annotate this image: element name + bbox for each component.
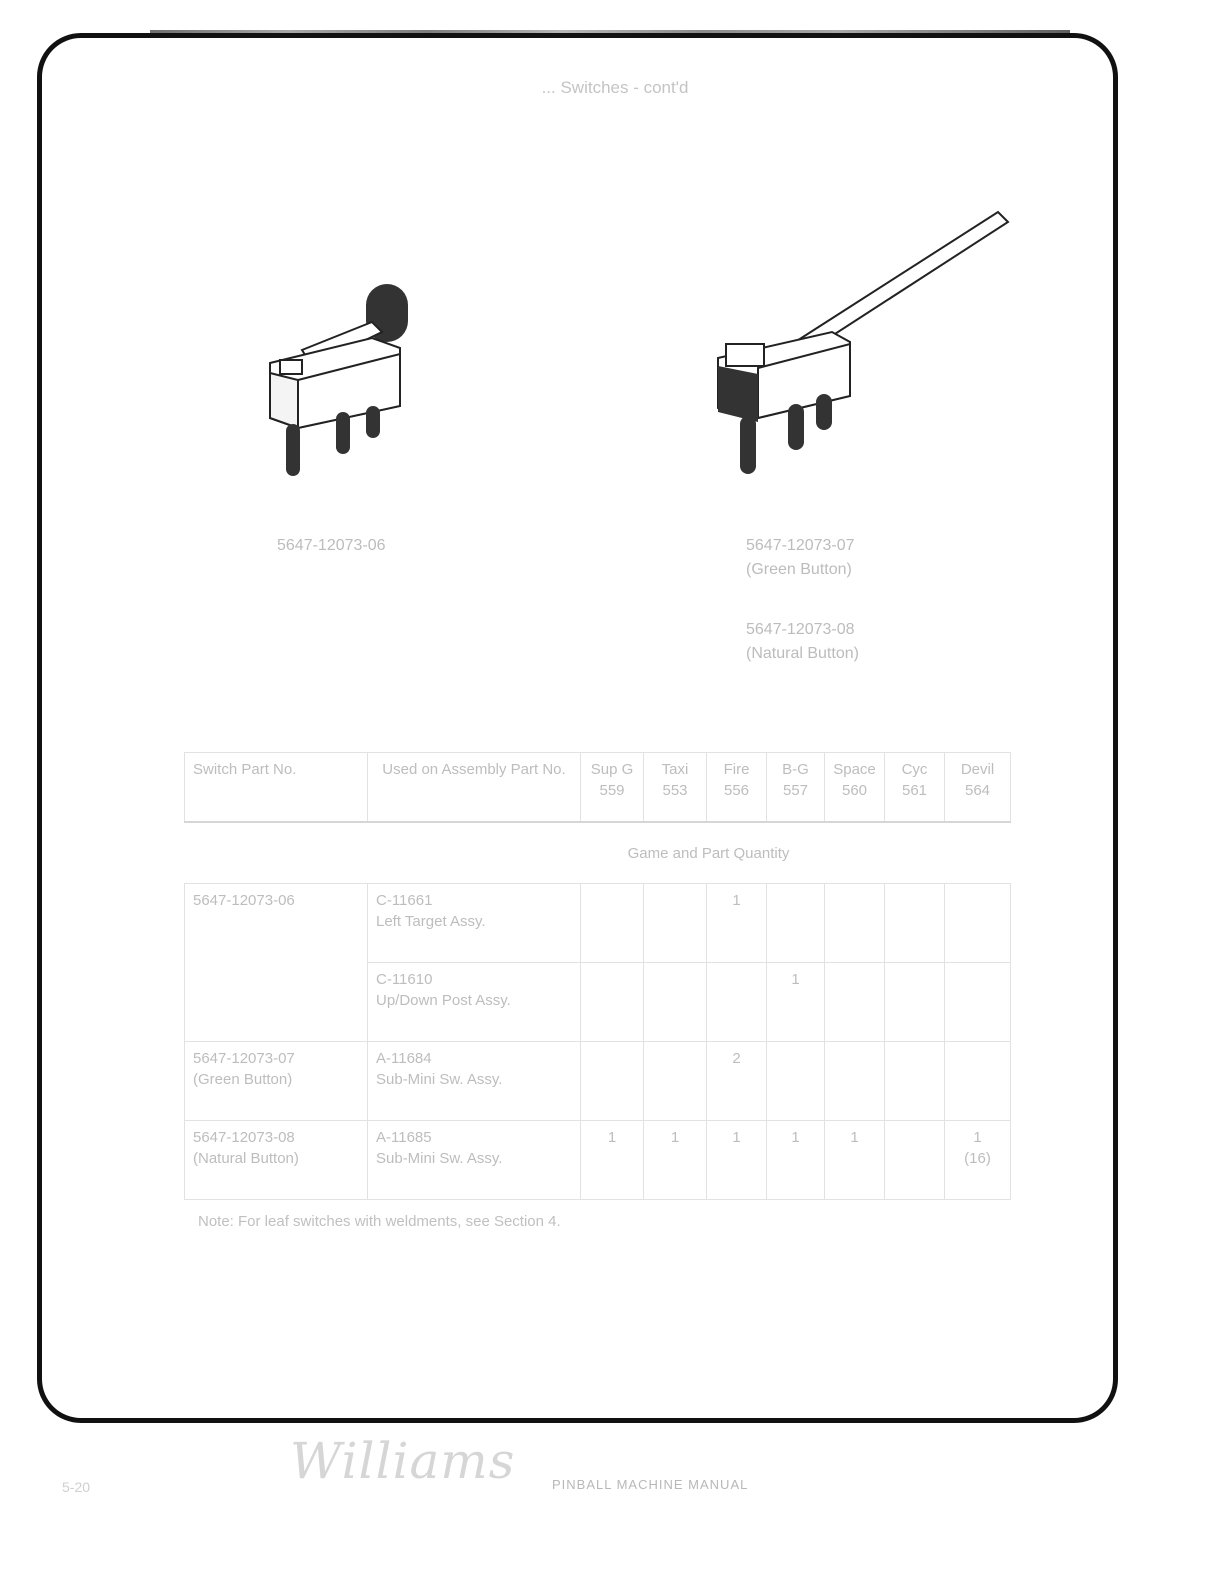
qty-cell xyxy=(767,884,825,963)
header-game: Cyc 561 xyxy=(885,753,945,823)
header-used-on: Used on Assembly Part No. xyxy=(368,753,581,823)
qty-cell xyxy=(885,884,945,963)
qty-cell xyxy=(767,1042,825,1121)
switch-usage-table xyxy=(184,752,1011,1200)
qty-cell: 1 (16) xyxy=(945,1121,1011,1200)
qty-cell xyxy=(945,963,1011,1042)
qty-cell xyxy=(581,963,644,1042)
caption-variant: (Natural Button) xyxy=(746,645,859,662)
qty-cell xyxy=(581,884,644,963)
header-game: Fire 556 xyxy=(707,753,767,823)
micro-switch-roller-illustration xyxy=(262,278,422,483)
header-game: B-G 557 xyxy=(767,753,825,823)
table-row xyxy=(185,1042,1011,1121)
right-switch-caption-natural xyxy=(746,618,859,666)
switch-part-cell: 5647-12073-06 xyxy=(185,884,368,1042)
header-game: Taxi 553 xyxy=(644,753,707,823)
table-row xyxy=(185,884,1011,963)
qty-cell xyxy=(825,1042,885,1121)
qty-cell: 1 xyxy=(644,1121,707,1200)
qty-cell xyxy=(644,884,707,963)
assembly-cell: A-11684 Sub-Mini Sw. Assy. xyxy=(368,1042,581,1121)
assembly-cell: C-11661 Left Target Assy. xyxy=(368,884,581,963)
header-game: Space 560 xyxy=(825,753,885,823)
qty-cell xyxy=(707,963,767,1042)
section-title: ... Switches - cont'd xyxy=(541,78,689,97)
caption-part-number: 5647-12073-08 xyxy=(746,621,855,638)
qty-cell: 1 xyxy=(767,1121,825,1200)
qty-cell xyxy=(885,1042,945,1121)
micro-switch-lever-illustration xyxy=(712,208,1014,480)
qty-cell xyxy=(885,963,945,1042)
qty-cell xyxy=(945,1042,1011,1121)
qty-cell: 1 xyxy=(581,1121,644,1200)
caption-part-number: 5647-12073-07 xyxy=(746,537,855,554)
qty-cell: 2 xyxy=(707,1042,767,1121)
qty-cell xyxy=(825,884,885,963)
header-game: Sup G 559 xyxy=(581,753,644,823)
assembly-cell: A-11685 Sub-Mini Sw. Assy. xyxy=(368,1121,581,1200)
qty-cell: 1 xyxy=(707,1121,767,1200)
switch-part-cell: 5647-12073-07 (Green Button) xyxy=(185,1042,368,1121)
qty-cell: 1 xyxy=(825,1121,885,1200)
switch-part-cell: 5647-12073-08 (Natural Button) xyxy=(185,1121,368,1200)
qty-cell: 1 xyxy=(707,884,767,963)
caption-variant: (Green Button) xyxy=(746,561,852,578)
header-switch-part: Switch Part No. xyxy=(185,753,368,823)
williams-logo: Williams xyxy=(290,1432,516,1490)
qty-cell: 1 xyxy=(767,963,825,1042)
qty-cell xyxy=(581,1042,644,1121)
qty-cell xyxy=(644,1042,707,1121)
left-switch-caption: 5647-12073-06 xyxy=(277,537,386,554)
footer-manual-title: PINBALL MACHINE MANUAL xyxy=(552,1477,749,1492)
qty-cell xyxy=(945,884,1011,963)
header-game: Devil 564 xyxy=(945,753,1011,823)
table-note: Note: For leaf switches with weldments, see Section 4. xyxy=(198,1213,561,1230)
table-row xyxy=(185,1121,1011,1200)
page-number: 5-20 xyxy=(62,1479,91,1495)
qty-cell xyxy=(644,963,707,1042)
table-subheader: Game and Part Quantity xyxy=(627,844,790,862)
right-switch-caption-green xyxy=(746,534,855,582)
qty-cell xyxy=(825,963,885,1042)
assembly-cell: C-11610 Up/Down Post Assy. xyxy=(368,963,581,1042)
qty-cell xyxy=(885,1121,945,1200)
